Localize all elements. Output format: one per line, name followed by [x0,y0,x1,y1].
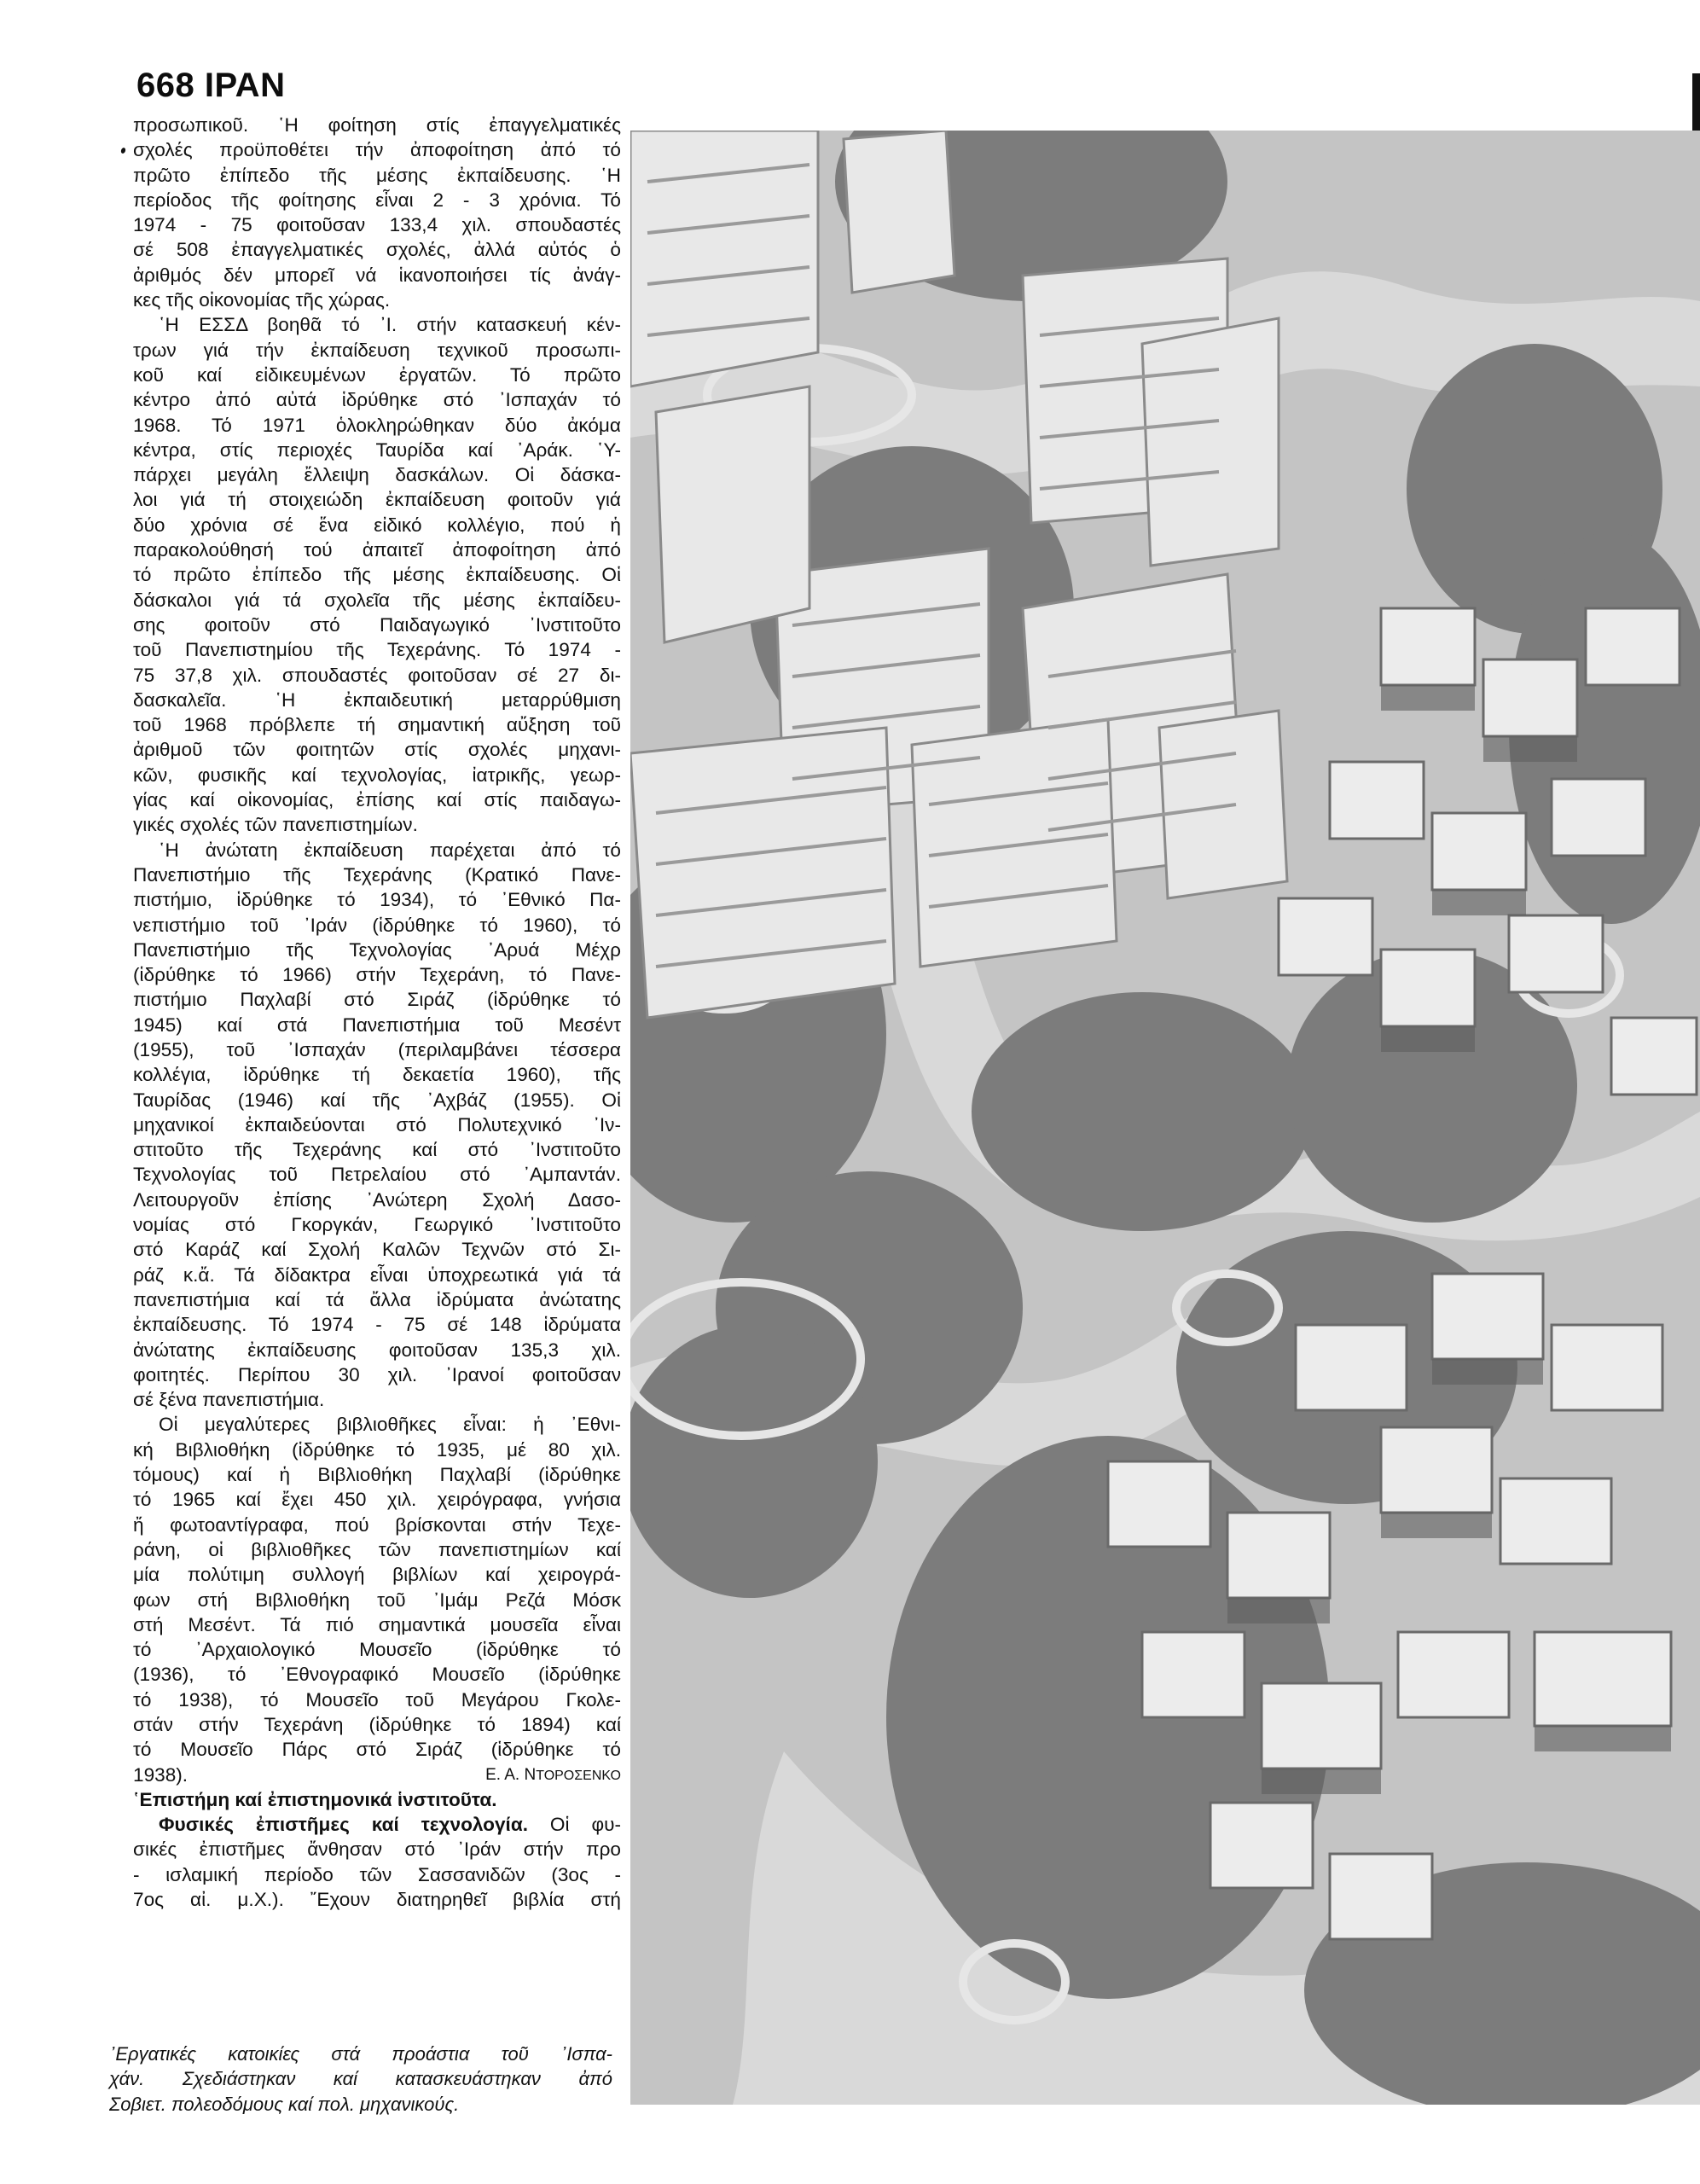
body-text-line: στιτοῦτο τῆς Τεχεράνης καί στό ᾿Ινστιτοῦτο [133,1139,621,1161]
author-signature [485,1763,621,1787]
body-text-line: Λειτουργοῦν ἐπίσης ᾿Ανώτερη Σχολή Δασο- [133,1188,621,1211]
body-text-line: πιστήμιο Παχλαβί στό Σιράζ (ἱδρύθηκε τό [133,989,621,1011]
body-text-line: φοιτητές. Περίπου 30 χιλ. ᾿Ιρανοί φοιτοῦσαν [133,1363,621,1385]
body-text-line: πρῶτο ἐπίπεδο τῆς μέσης ἐκπαίδευσης. ῾Η [133,164,621,186]
body-text-line: δάσκαλοι γιά τά σχολεῖα τῆς μέσης ἐκπαίδευ- [133,589,621,611]
body-text-line: κή Βιβλιοθήκη (ἱδρύθηκε τό 1935, μέ 80 χιλ. [133,1438,621,1461]
body-text-line: κοῦ καί εἰδικευμένων ἐργατῶν. Τό πρῶτο [133,363,621,386]
body-text-line: ἀριθμός δέν μπορεῖ νά ἱκανοποιήσει τίς ἀνάγ- [133,264,621,286]
body-text-line: πάρχει μεγάλη ἔλλειψη δασκάλων. Οἱ δάσκα- [133,464,621,486]
section-heading: ῾Επιστήμη καί ἐπιστημονικά ἱνστιτοῦτα. [133,1788,497,1810]
body-text-line: στάν στήν Τεχεράνη (ἱδρύθηκε τό 1894) καί [133,1714,621,1735]
body-text-line: κολλέγια, ἱδρύθηκε τή δεκαετία 1960), τῆς [133,1064,621,1086]
body-text-line: ῾Η ἀνώτατη ἐκπαίδευση παρέχεται ἀπό τό [159,839,621,861]
body-text-line: μηχανικοί ἐκπαιδεύονται στό Πολυτεχνικό ᾿Ιν- [133,1113,621,1136]
body-text-line: τό 1938), τό Μουσεῖο τοῦ Μεγάρου Γκολε- [133,1688,621,1711]
page-header: 668 ΙΡΑΝ [136,67,286,104]
body-text-line: ἐκπαίδευσης. Τό 1974 - 75 σέ 148 ἱδρύματα [133,1314,621,1336]
aerial-photo-illustration [630,131,1700,2105]
body-text-line: λοι γιά τή στοιχειώδη ἐκπαίδευση φοιτοῦν γιά [133,489,621,511]
body-text-line: στή Μεσέντ. Τά πιό σημαντικά μουσεῖα εἶναι [133,1613,621,1635]
body-text-line: (ἱδρύθηκε τό 1966) στήν Τεχεράνη, τό Πανε- [133,964,621,986]
body-text-line: Οἱ μεγαλύτερες βιβλιοθῆκες εἶναι: ἡ ᾿Εθνι- [159,1414,621,1436]
body-text-line: σέ 508 ἐπαγγελματικές σχολές, ἀλλά αὐτός ὁ [133,239,621,261]
body-text-line: 1945) καί στά Πανεπιστήμια τοῦ Μεσέντ [133,1014,621,1036]
body-text-line: γικές σχολές τῶν πανεπιστημίων. [133,814,418,836]
subsection-first-line [133,1812,621,1837]
body-text-line: 75 37,8 χιλ. σπουδαστές φοιτοῦσαν σέ 27 δι- [133,664,621,686]
body-text-line: σικές ἐπιστῆμες ἄνθησαν στό ᾿Ιράν στήν προ [133,1838,621,1861]
body-text-line: τόμους) καί ἡ Βιβλιοθήκη Παχλαβί (ἱδρύθηκε [133,1464,621,1486]
body-text-line: 1968. Τό 1971 ὁλοκληρώθηκαν δύο ἀκόμα [133,414,621,436]
body-text-line: δασκαλεῖα. ῾Η ἐκπαιδευτική μεταρρύθμιση [133,688,621,711]
body-text-line: 7ος αἰ. μ.Χ.). ῎Εχουν διατηρηθεῖ βιβλία στή [133,1889,621,1911]
body-text-line: κες τῆς οἰκονομίας τῆς χώρας. [133,289,391,311]
body-text-line: κέντρο ἀπό αὐτά ἱδρύθηκε στό ᾿Ισπαχάν τό [133,389,621,411]
caption-line: ᾿Εργατικές κατοικίες στά προάστια τοῦ ᾿Ισπα- [109,2043,612,2065]
body-text-line: στό Καράζ καί Σχολή Καλῶν Τεχνῶν στό Σι- [133,1239,621,1261]
body-text-line: περίοδος τῆς φοίτησης εἶναι 2 - 3 χρόνια. Τό [133,189,621,211]
body-text-line: σης φοιτοῦν στό Παιδαγωγικό ᾿Ινστιτοῦτο [133,613,621,636]
body-text-line: γίας καί οἰκονομίας, ἐπίσης καί στίς παιδαγω- [133,789,621,811]
body-text-line: τοῦ Πανεπιστημίου τῆς Τεχεράνης. Τό 1974 - [133,639,621,661]
body-text-line: πανεπιστήμια καί τά ἄλλα ἱδρύματα ἀνώτατης [133,1288,621,1310]
body-text-line: τρων γιά τήν ἐκπαίδευση τεχνικοῦ προσωπι- [133,339,621,361]
body-text-line: Πανεπιστήμιο τῆς Τεχνολογίας ᾿Αρυά Μέχρ [133,938,621,961]
body-text-line: Ταυρίδας (1946) καί τῆς ᾿Αχβάζ (1955). Οἱ [133,1089,621,1111]
body-text-line: προσωπικοῦ. ῾Η φοίτηση στίς ἐπαγγελματικές [133,114,621,136]
body-text-line: ἤ φωτοαντίγραφα, πού βρίσκονται στήν Τεχε- [133,1513,621,1536]
body-column [133,113,621,1912]
body-text-line: τό 1965 καί ἔχει 450 χιλ. χειρόγραφα, γνήσια [133,1489,621,1511]
margin-mark [120,147,126,154]
body-text-line: τό ᾿Αρχαιολογικό Μουσεῖο (ἱδρύθηκε τό [133,1639,621,1661]
body-text-line: πιστήμιο, ἱδρύθηκε τό 1934), τό ᾿Εθνικό Πα- [133,889,621,911]
body-text-line: φων στή Βιβλιοθήκη τοῦ ᾿Ιμάμ Ρεζά Μόσκ [133,1589,621,1611]
caption-line: χάν. Σχεδιάστηκαν καί κατασκευάστηκαν ἀπό [109,2068,612,2090]
subsection-heading: Φυσικές ἐπιστῆμες καί τεχνολογία. [159,1814,528,1836]
author-initials: Ε. Α. Ν [485,1765,537,1784]
body-text-line: σέ ξένα πανεπιστήμια. [133,1389,325,1411]
body-text-line: μία πολύτιμη συλλογή βιβλίων καί χειρογρά- [133,1564,621,1586]
body-text-line: Πανεπιστήμιο τῆς Τεχεράνης (Κρατικό Πανε- [133,863,621,886]
body-text-line: ράνη, οἱ βιβλιοθῆκες τῶν πανεπιστημίων καί [133,1538,621,1560]
body-text-line: ἀριθμοῦ τῶν φοιτητῶν στίς σχολές μηχανι- [133,739,621,761]
body-text-line: - ισλαμική περίοδο τῶν Σασσανιδῶν (3ος - [133,1863,621,1885]
author-surname: ΤΟΡΟΣΕΝΚΟ [536,1768,621,1783]
caption-line: Σοβιετ. πολεοδόμους καί πολ. μηχανικούς. [109,2093,460,2115]
subsection-text: Οἱ φυ- [528,1814,621,1836]
body-text-line: σχολές προϋποθέτει τήν ἀποφοίτηση ἀπό τό [133,139,621,161]
body-text-line: τό Μουσεῖο Πάρς στό Σιράζ (ἱδρύθηκε τό [133,1739,621,1761]
body-text-line: κῶν, φυσικῆς καί τεχνολογίας, ἰατρικῆς, γεωρ- [133,764,621,786]
body-text-line: κέντρα, στίς περιοχές Ταυρίδα καί ᾿Αράκ. ῾Υ- [133,439,621,461]
body-text-line: ἀνώτατης ἐκπαίδευσης φοιτοῦσαν 135,3 χιλ. [133,1339,621,1361]
body-text-line: τό πρῶτο ἐπίπεδο τῆς μέσης ἐκπαίδευσης. Οἱ [133,564,621,586]
body-text-line: ῾Η ΕΣΣΔ βοηθᾶ τό ᾿Ι. στήν κατασκευή κέν- [159,314,621,336]
body-text-line: τοῦ 1968 πρόβλεπε τή σημαντική αὔξηση τοῦ [133,714,621,736]
body-text-line: (1955), τοῦ ᾿Ισπαχάν (περιλαμβάνει τέσσερα [133,1038,621,1060]
body-text-line: 1974 - 75 φοιτοῦσαν 133,4 χιλ. σπουδαστές [133,214,621,236]
closing-signature-line [133,1763,621,1787]
page-edge-mark [1692,73,1700,131]
photo-caption [109,2042,612,2117]
body-text-line: παρακολούθησή τού ἀπαιτεῖ ἀποφοίτηση ἀπό [133,539,621,561]
body-text-line: ράζ κ.ἄ. Τά δίδακτρα εἶναι ὑποχρεωτικά γιά τά [133,1263,621,1286]
body-text-line: νομίας στό Γκοργκάν, Γεωργικό ᾿Ινστιτοῦτο [133,1214,621,1236]
aerial-photo [630,131,1700,2105]
body-text-line: (1936), τό ᾿Εθνογραφικό Μουσεῖο (ἱδρύθηκε [133,1664,621,1686]
body-text-line: δύο χρόνια σέ ἕνα εἰδικό κολλέγιο, πού ἡ [133,514,621,536]
body-text-line: νεπιστήμιο τοῦ ᾿Ιράν (ἱδρύθηκε τό 1960), τό [133,914,621,936]
body-text-line: Τεχνολογίας τοῦ Πετρελαίου στό ᾿Αμπαντάν. [133,1164,621,1186]
closing-text: 1938). [133,1763,189,1786]
